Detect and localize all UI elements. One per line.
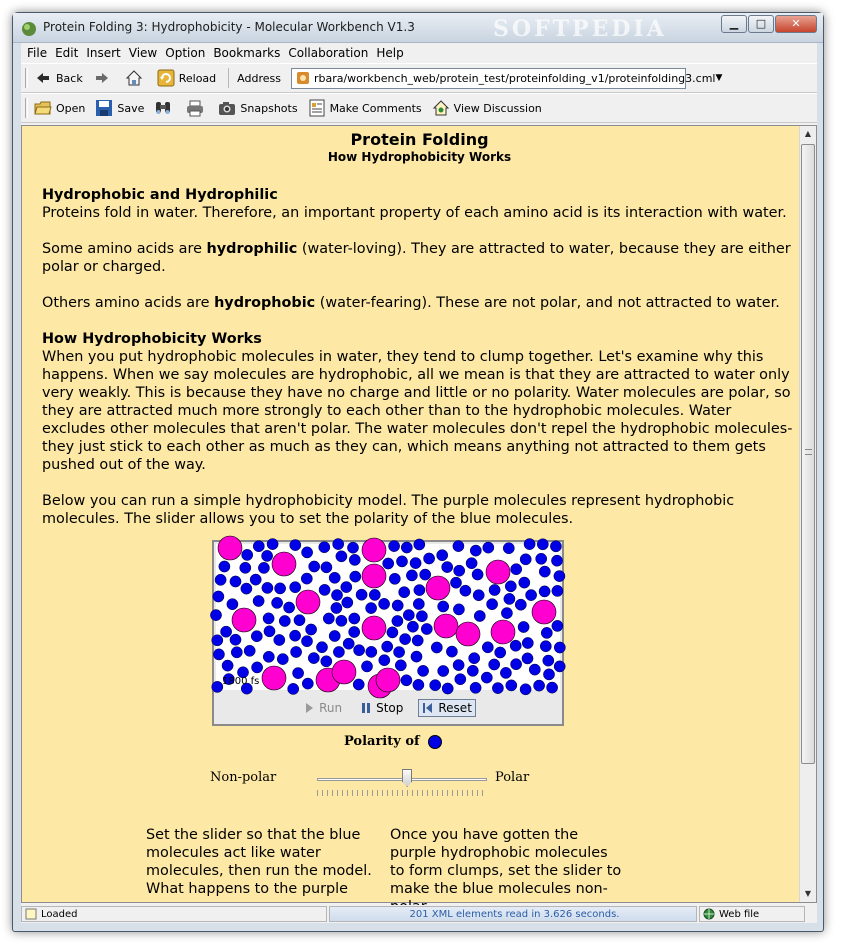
section-heading-how-works: How Hydrophobicity Works [42,331,262,347]
water-molecule [518,621,529,632]
water-molecule [336,615,347,626]
hydrophobic-molecule [486,560,510,584]
water-molecule [342,597,353,608]
water-molecule [329,630,340,641]
view-discussion-button[interactable] [432,99,542,117]
find-button[interactable] [154,99,176,117]
water-molecule [413,679,424,690]
water-molecule [392,600,403,611]
paragraph-hydrophobic: Others amino acids are hydrophobic (water-fearing). These are not polar, and not attracted to water. [42,295,780,311]
water-molecule [519,577,530,588]
water-molecule [321,562,332,573]
water-molecule [481,672,492,683]
reload-icon [157,69,175,87]
water-molecule [389,573,400,584]
water-molecule [242,549,253,560]
water-molecule [487,599,498,610]
app-window [12,12,824,932]
water-molecule [539,566,550,577]
water-molecule [262,582,273,593]
water-molecule [469,653,480,664]
address-input[interactable]: rbara/workbench_web/protein_test/proteinfolding_v1/proteinfolding3.cml [313,71,716,85]
make-comments-button[interactable] [308,99,422,117]
water-molecule [467,665,478,676]
simulation-timer: 1800 fs [222,676,260,687]
toolbar-grip[interactable] [25,68,28,88]
water-molecule [416,611,427,622]
water-molecule [489,584,500,595]
water-molecule [472,569,483,580]
printer-icon [186,99,204,117]
water-molecule [354,645,365,656]
hydrophobic-molecule [376,668,400,692]
water-molecule [316,642,327,653]
water-molecule [401,675,412,686]
page-icon [296,71,310,85]
water-molecule [321,656,332,667]
back-label: Back [56,71,83,85]
vertical-scrollbar[interactable] [799,126,816,902]
water-molecule [309,561,320,572]
status-progress: 201 XML elements read in 3.626 seconds. [329,906,697,922]
reset-button[interactable] [418,699,476,717]
water-molecule [336,551,347,562]
page-title: Protein Folding [350,130,489,149]
polarity-slider-row [210,766,570,806]
pause-icon [360,702,372,714]
water-molecule [302,547,313,558]
water-molecule [241,583,252,594]
water-molecule [329,572,340,583]
run-button[interactable] [300,700,345,716]
print-button[interactable] [186,99,208,117]
water-molecule [356,589,367,600]
menu-file[interactable]: File [27,46,48,60]
water-molecule [366,646,377,657]
menu-option[interactable]: Option [165,46,206,60]
section-heading-hydrophobic: Hydrophobic and Hydrophilic [42,187,278,203]
water-molecule [470,545,481,556]
water-molecule [414,585,425,596]
water-molecule [240,562,251,573]
water-molecule [366,603,377,614]
save-button[interactable] [95,99,144,117]
water-molecule [308,653,319,664]
water-molecule [262,550,273,561]
water-molecule [446,646,457,657]
reset-label: Reset [438,701,472,715]
water-molecule [231,647,242,658]
globe-icon [703,908,715,920]
nonpolar-label: Non-polar [210,770,277,785]
water-molecule [554,661,565,672]
water-molecule [482,642,493,653]
folder-open-icon [34,99,52,117]
water-molecule [460,585,471,596]
water-molecule [420,569,431,580]
water-molecule [274,634,285,645]
water-molecule [252,662,263,673]
water-molecule [353,679,364,690]
toolbar-separator [228,68,229,88]
water-molecule [379,655,390,666]
document-icon [25,908,37,920]
status-file-type: Web file [699,906,805,922]
water-molecule [438,665,449,676]
water-molecule [473,590,484,601]
water-molecule [272,597,283,608]
menu-bookmarks[interactable]: Bookmarks [213,46,281,60]
reload-button[interactable] [157,69,216,87]
water-molecule [407,621,418,632]
water-molecule [331,590,342,601]
open-label: Open [56,101,86,115]
water-molecule [541,627,552,638]
water-molecule [537,539,548,550]
page-subtitle: How Hydrophobicity Works [327,150,512,164]
water-molecule [504,593,515,604]
water-molecule [511,564,522,575]
water-molecule [540,641,551,652]
hydrophobic-molecule [272,552,296,576]
page-content [42,126,797,528]
water-molecule [395,660,406,671]
water-molecule [412,635,423,646]
water-molecule [522,653,533,664]
address-label: Address [237,71,281,85]
water-molecule [331,602,342,613]
water-molecule [263,651,274,662]
water-molecule [543,669,554,680]
maximize-button[interactable]: □ [748,15,774,33]
water-molecule [212,635,223,646]
water-molecule [414,539,425,550]
forward-arrow-icon [93,69,111,87]
polarity-label: Polarity of [344,734,420,749]
snapshots-label: Snapshots [240,101,298,115]
water-molecule [552,585,563,596]
water-molecule [421,623,432,634]
water-molecule [210,610,221,621]
water-molecule [550,541,561,552]
rewind-icon [422,702,434,714]
water-molecule [424,553,435,564]
water-molecule [333,646,344,657]
water-molecule [403,610,414,621]
water-molecule [401,542,412,553]
home-icon [125,69,143,87]
water-molecule [506,680,517,691]
water-molecule [253,595,264,606]
water-molecule [221,626,232,637]
water-molecule [267,539,278,550]
water-molecule [554,571,565,582]
slider-ticks [317,790,487,796]
water-molecule [552,620,563,631]
water-molecule [466,558,477,569]
menu-collaboration[interactable]: Collaboration [288,46,369,60]
water-molecule [349,613,360,624]
water-molecule [301,573,312,584]
water-molecule [227,599,238,610]
scroll-up-icon[interactable]: ▲ [804,129,812,138]
water-molecule [418,665,429,676]
camera-icon [218,99,236,117]
water-molecule [350,571,361,582]
water-molecule [437,550,448,561]
simulation-canvas[interactable] [216,544,560,690]
navigation-toolbar [21,63,817,93]
water-molecule [347,542,358,553]
save-label: Save [117,101,145,115]
paragraph-model-intro: Below you can run a simple hydrophobicity model. The purple molecules represent hydrophobic molecules. The slider allows you to set the polarity of the blue molecules. [42,493,735,527]
water-molecule [554,642,565,653]
instruction-column-right: Once you have gotten the purple hydrophobic molecules to form clumps, set the slider to make the blue molecules non- [390,827,622,897]
water-molecule [543,655,554,666]
floppy-disk-icon [95,99,113,117]
water-molecule [503,543,514,554]
water-molecule [539,586,550,597]
water-molecule [279,615,290,626]
water-molecule [438,601,449,612]
water-molecule [474,610,485,621]
address-dropdown-icon[interactable]: ▼ [715,73,723,83]
water-molecule [253,541,264,552]
binoculars-icon [154,99,172,117]
water-molecule [442,562,453,573]
water-molecule [264,626,275,637]
water-molecule [250,574,261,585]
back-button[interactable] [34,69,83,87]
hydrophobic-molecule [218,536,242,560]
water-molecule [213,591,224,602]
molecule-field[interactable] [216,544,560,690]
water-molecule [341,582,352,593]
water-molecule [213,649,224,660]
water-molecule [453,660,464,671]
water-molecule [392,615,403,626]
water-molecule [382,641,393,652]
water-molecule [290,540,301,551]
slider-thumb[interactable] [402,769,412,787]
hydrophobic-molecule [426,576,450,600]
paragraph-hydrophilic: Some amino acids are hydrophilic (water-loving). They are attracted to water, because they are either polar or charged. [42,241,791,275]
reload-label: Reload [178,71,217,85]
water-molecule [230,576,241,587]
water-molecule [306,624,317,635]
watermark: SOFTPEDIA [493,16,667,42]
water-molecule [453,541,464,552]
water-molecule [529,664,540,675]
blue-molecule-icon [428,735,442,749]
water-molecule [369,589,380,600]
water-molecule [453,604,464,615]
instruction-column-left: Set the slider so that the blue molecules act like water molecules, then run the model. What happens to the purple [146,827,372,897]
stop-button[interactable] [357,700,406,716]
hydrophobic-molecule [491,620,515,644]
menu-insert[interactable]: Insert [86,46,121,60]
close-button[interactable]: ✕ [775,15,817,33]
water-molecule [522,637,533,648]
polar-label: Polar [495,770,530,785]
water-molecule [319,584,330,595]
water-molecule [389,541,400,552]
water-molecule [275,583,286,594]
water-molecule [399,587,410,598]
water-molecule [524,539,535,550]
water-molecule [333,539,344,550]
forward-button[interactable] [93,69,115,87]
paragraph-explanation: When you put hydrophobic molecules in water, they tend to clump together. Let's examine why this happens. When we say molecules are hydrophobic, all we mean is that they are attracted to water only very weakly. This is because they have no charge and little or no polarity. Water molecules are polar, so they are attracted much more strongly to each other than to the hydrophobic molecules. Water excludes other molecules that aren't polar. The water molecules don't repel the hydrophobic molecules- they just stick to each other as much as they can, which means anything not attracted to them gets pushed out of the way. [42,349,793,473]
water-molecule [290,630,301,641]
hydrophobic-molecule [332,660,356,684]
water-molecule [495,647,506,658]
water-molecule [534,680,545,691]
water-molecule [394,647,405,658]
file-toolbar [21,93,817,123]
open-button[interactable] [34,99,85,117]
water-molecule [290,582,301,593]
menu-bar [21,43,817,63]
water-molecule [510,640,521,651]
home-button[interactable] [125,69,147,87]
simulation-panel [212,540,564,726]
water-molecule [489,659,500,670]
water-molecule [361,661,372,672]
water-molecule [383,558,394,569]
hydrophobic-molecule [262,666,286,690]
hydrophobic-molecule [434,614,458,638]
water-molecule [526,590,537,601]
water-molecule [219,561,230,572]
water-molecule [244,645,255,656]
water-molecule [430,680,441,691]
water-molecule [301,636,312,647]
water-molecule [400,634,411,645]
hydrophobic-molecule [362,564,386,588]
water-molecule [396,556,407,567]
stop-label: Stop [376,701,404,715]
water-molecule [284,602,295,613]
hydrophobic-molecule [532,600,556,624]
water-molecule [411,651,422,662]
water-molecule [406,570,417,581]
status-bar [21,905,817,923]
water-molecule [215,574,226,585]
minimize-button[interactable]: ▁ [721,15,747,33]
water-molecule [551,555,562,566]
water-molecule [230,634,241,645]
menu-view[interactable]: View [128,46,158,60]
water-molecule [263,613,274,624]
water-molecule [501,608,512,619]
window-title: Protein Folding 3: Hydrophobicity - Molecular Workbench V1.3 [43,20,415,34]
make-comments-label: Make Comments [329,101,422,115]
app-icon [21,21,37,37]
water-molecule [505,581,516,592]
back-arrow-icon [34,69,52,87]
water-molecule [349,626,360,637]
water-molecule [293,668,304,679]
water-molecule [483,542,494,553]
water-molecule [431,642,442,653]
hydrophobic-molecule [456,622,480,646]
water-molecule [379,598,390,609]
hydrophobic-molecule [362,538,386,562]
address-field[interactable] [291,68,723,89]
hydrophobic-molecule [362,616,386,640]
water-molecule [410,558,421,569]
water-molecule [455,674,466,685]
comments-icon [308,99,326,117]
water-molecule [291,646,302,657]
document-view[interactable] [21,125,817,903]
water-molecule [343,638,354,649]
title-bar[interactable] [13,13,823,43]
water-molecule [222,660,233,671]
polarity-heading [344,734,442,749]
water-molecule [454,565,465,576]
play-icon [303,702,315,714]
run-label: Run [319,701,343,715]
menu-help[interactable]: Help [376,46,404,60]
water-molecule [319,542,330,553]
discussion-house-icon [432,99,450,117]
water-molecule [323,613,334,624]
water-molecule [500,667,511,678]
water-molecule [294,615,305,626]
hydrophobic-molecule [296,590,320,614]
toolbar-grip[interactable] [25,98,28,118]
scroll-down-icon[interactable]: ▼ [804,889,812,898]
status-loaded: Loaded [21,906,327,922]
water-molecule [450,577,461,588]
menu-edit[interactable]: Edit [55,46,79,60]
view-discussion-label: View Discussion [453,101,542,115]
water-molecule [511,659,522,670]
water-molecule [536,553,547,564]
water-molecule [413,598,424,609]
water-molecule [349,554,360,565]
hydrophobic-molecule [232,608,256,632]
slider-track[interactable] [317,778,487,781]
scroll-thumb[interactable] [801,144,815,764]
water-molecule [520,554,531,565]
water-molecule [515,599,526,610]
water-molecule [277,654,288,665]
water-molecule [302,678,313,689]
water-molecule [387,627,398,638]
water-molecule [251,631,262,642]
paragraph-intro: Proteins fold in water. Therefore, an important property of each amino acid is its interaction with water. [42,205,787,221]
simulation-controls [214,692,562,724]
water-molecule [258,562,269,573]
snapshots-button[interactable] [218,99,297,117]
